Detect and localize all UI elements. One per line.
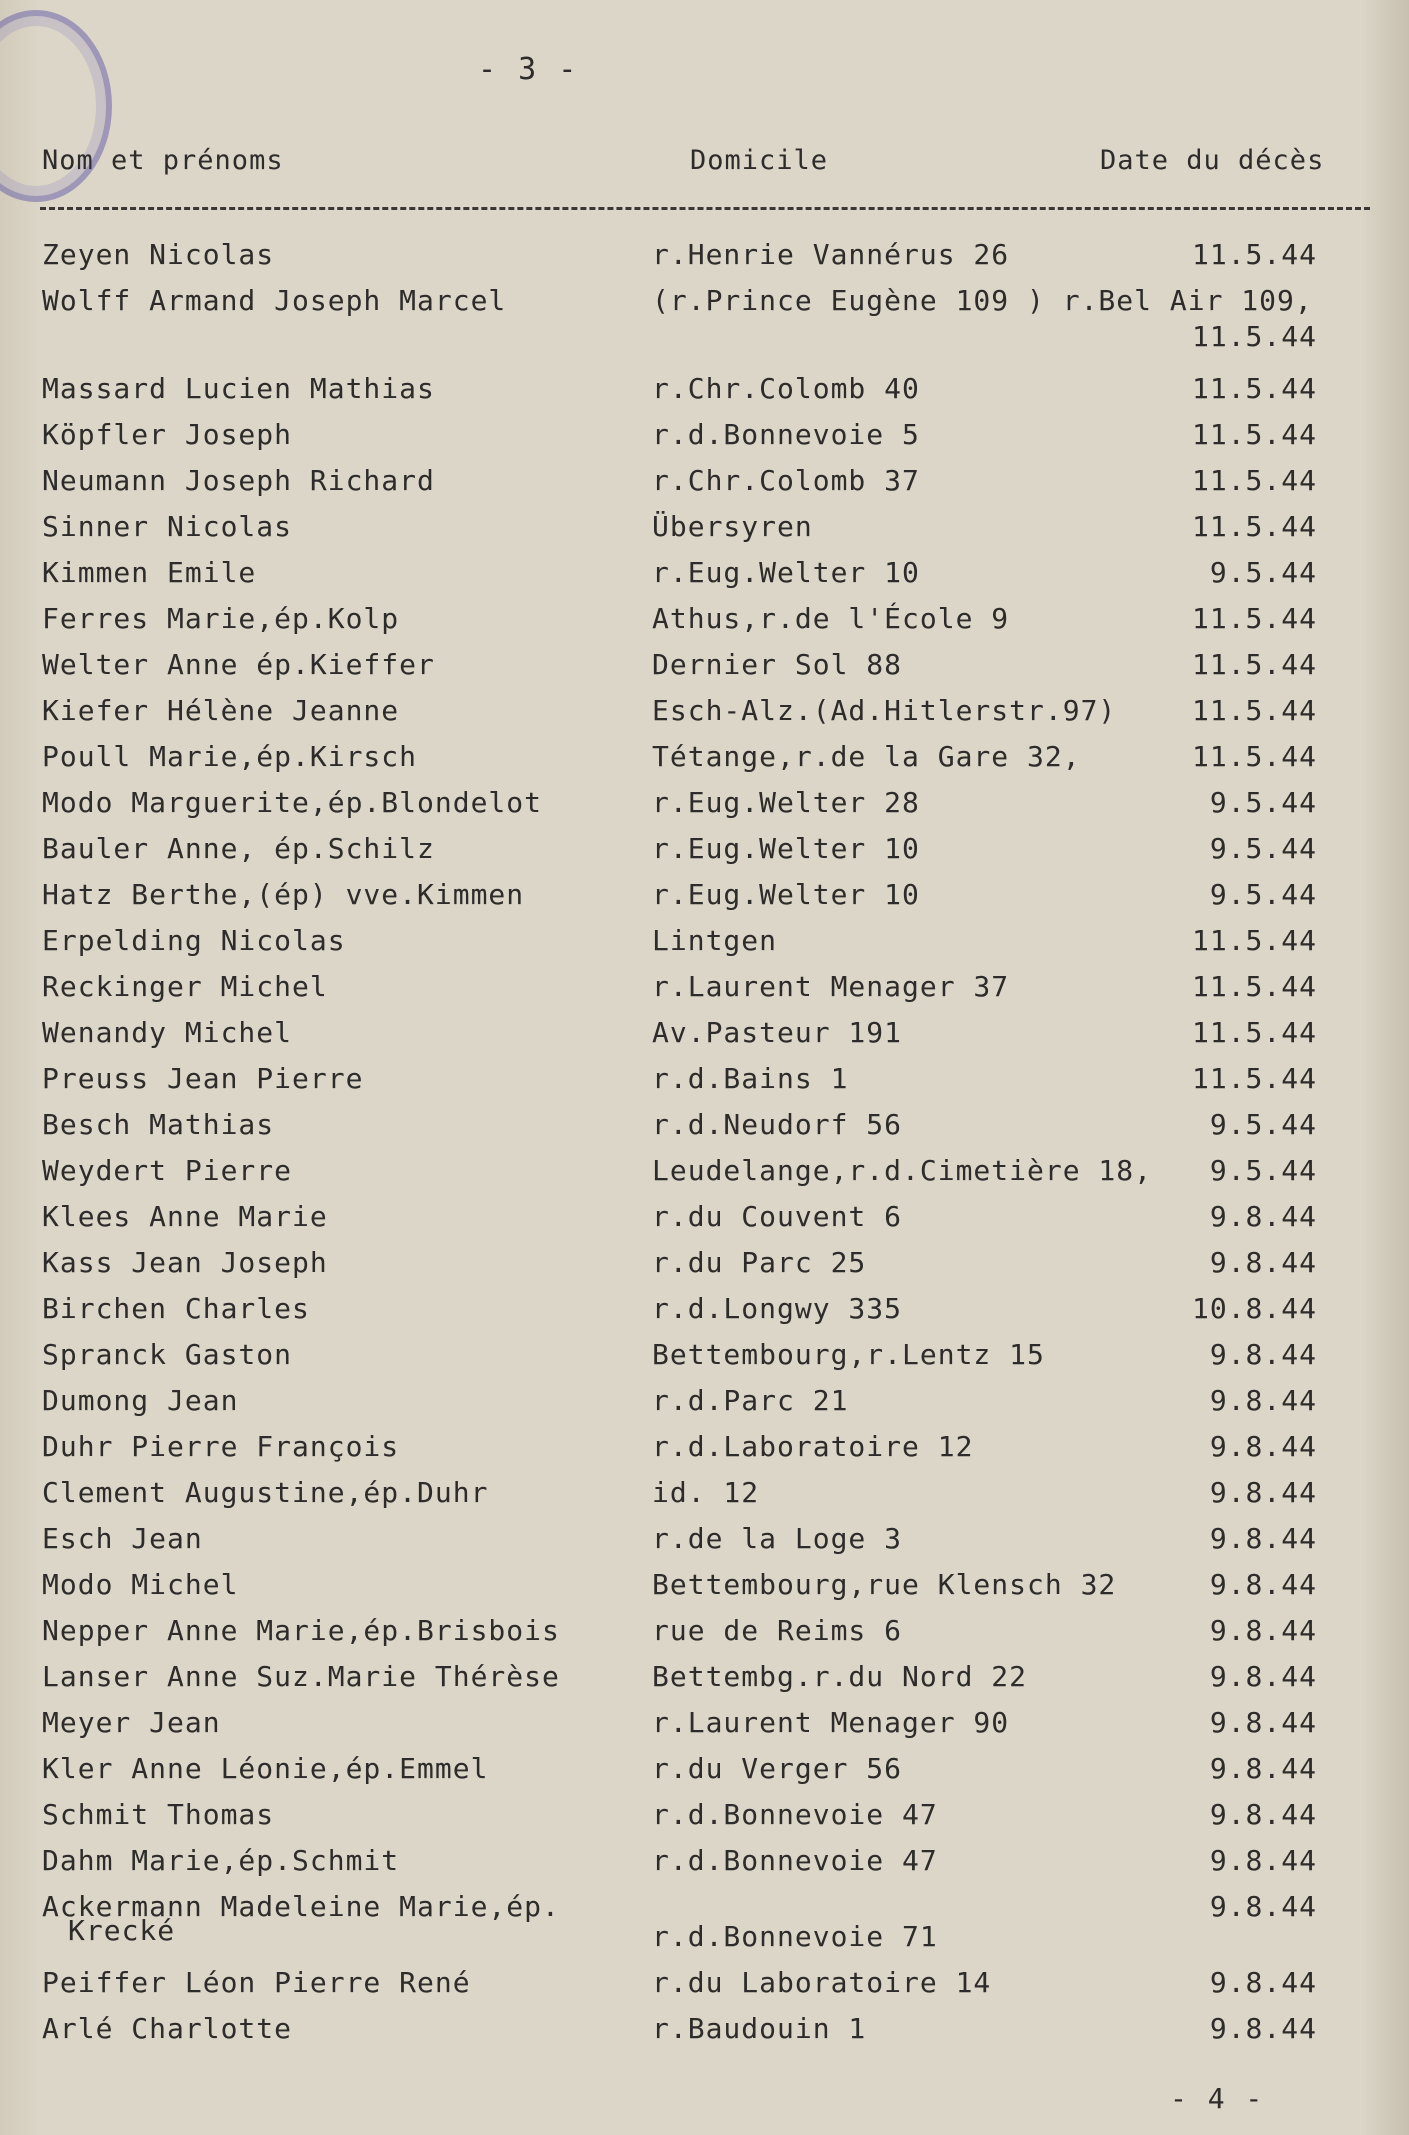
row-date: 9.8.44 — [1209, 1966, 1317, 1999]
row-domicile: r.de la Loge 3 — [652, 1522, 903, 1555]
row-name: Duhr Pierre François — [42, 1430, 400, 1463]
row-domicile: r.Baudouin 1 — [652, 2012, 867, 2045]
row-date: 9.8.44 — [1209, 1200, 1317, 1233]
row-domicile: r.d.Longwy 335 — [652, 1292, 903, 1325]
row-domicile: Av.Pasteur 191 — [652, 1016, 903, 1049]
row-name: Modo Michel — [42, 1568, 239, 1601]
row-domicile: r.du Couvent 6 — [652, 1200, 903, 1233]
row-name: Zeyen Nicolas — [42, 238, 275, 271]
row-date: 11.5.44 — [1191, 740, 1317, 773]
row-domicile: Bettembourg,rue Klensch 32 — [652, 1568, 1117, 1601]
row-domicile: r.d.Parc 21 — [652, 1384, 849, 1417]
row-date: 11.5.44 — [1191, 418, 1317, 451]
row-date: 9.8.44 — [1209, 1798, 1317, 1831]
row-name: Preuss Jean Pierre — [42, 1062, 364, 1095]
row-date: 9.8.44 — [1209, 1338, 1317, 1371]
row-date: 9.8.44 — [1209, 1660, 1317, 1693]
row-name: Birchen Charles — [42, 1292, 310, 1325]
row-domicile: r.du Laboratoire 14 — [652, 1966, 992, 1999]
row-date: 11.5.44 — [1191, 372, 1317, 405]
row-domicile: Bettembourg,r.Lentz 15 — [652, 1338, 1045, 1371]
row-date: 11.5.44 — [1191, 320, 1317, 353]
row-date: 9.8.44 — [1209, 1476, 1317, 1509]
next-page-marker: - 4 - — [1170, 2082, 1265, 2115]
row-name: Kass Jean Joseph — [42, 1246, 328, 1279]
row-domicile: Bettembg.r.du Nord 22 — [652, 1660, 1028, 1693]
row-date: 9.5.44 — [1209, 1154, 1317, 1187]
row-name: Kimmen Emile — [42, 556, 257, 589]
row-date: 11.5.44 — [1191, 1062, 1317, 1095]
row-domicile: r.Eug.Welter 10 — [652, 832, 920, 865]
row-date: 11.5.44 — [1191, 1016, 1317, 1049]
column-header-domicile: Domicile — [690, 145, 829, 176]
row-domicile: r.Henrie Vannérus 26 — [652, 238, 1010, 271]
row-date: 9.8.44 — [1209, 1844, 1317, 1877]
row-name: Besch Mathias — [42, 1108, 275, 1141]
row-date: 9.8.44 — [1209, 1568, 1317, 1601]
row-domicile: r.d.Neudorf 56 — [652, 1108, 903, 1141]
header-rule — [40, 207, 1370, 210]
row-name: Lanser Anne Suz.Marie Thérèse — [42, 1660, 560, 1693]
row-date: 11.5.44 — [1191, 970, 1317, 1003]
row-domicile: r.Laurent Menager 90 — [652, 1706, 1010, 1739]
row-date: 11.5.44 — [1191, 648, 1317, 681]
row-name: Spranck Gaston — [42, 1338, 293, 1371]
row-date: 11.5.44 — [1191, 238, 1317, 271]
row-name: Köpfler Joseph — [42, 418, 293, 451]
row-name: Arlé Charlotte — [42, 2012, 293, 2045]
row-name: Wolff Armand Joseph Marcel — [42, 284, 507, 317]
row-date: 11.5.44 — [1191, 510, 1317, 543]
row-domicile: Dernier Sol 88 — [652, 648, 903, 681]
row-name: Neumann Joseph Richard — [42, 464, 435, 497]
row-date: 9.8.44 — [1209, 1522, 1317, 1555]
row-date: 9.8.44 — [1209, 1430, 1317, 1463]
row-name: Hatz Berthe,(ép) vve.Kimmen — [42, 878, 525, 911]
row-name: Bauler Anne, ép.Schilz — [42, 832, 435, 865]
row-name: Kler Anne Léonie,ép.Emmel — [42, 1752, 489, 1785]
row-date: 9.8.44 — [1209, 1706, 1317, 1739]
row-domicile: Tétange,r.de la Gare 32, — [652, 740, 1081, 773]
row-domicile: r.Eug.Welter 10 — [652, 556, 920, 589]
row-date: 9.8.44 — [1209, 1752, 1317, 1785]
row-name: Sinner Nicolas — [42, 510, 293, 543]
row-name: Clement Augustine,ép.Duhr — [42, 1476, 489, 1509]
row-domicile: r.d.Bonnevoie 5 — [652, 418, 920, 451]
row-date: 9.5.44 — [1209, 556, 1317, 589]
row-domicile: Esch-Alz.(Ad.Hitlerstr.97) — [652, 694, 1117, 727]
page-number: - 3 - — [478, 52, 579, 87]
row-date: 9.8.44 — [1209, 1890, 1317, 1923]
row-name: Dumong Jean — [42, 1384, 239, 1417]
row-name: Ackermann Madeleine Marie,ép. — [42, 1890, 560, 1923]
row-date: 11.5.44 — [1191, 602, 1317, 635]
row-name: Nepper Anne Marie,ép.Brisbois — [42, 1614, 560, 1647]
row-date: 10.8.44 — [1191, 1292, 1317, 1325]
row-domicile: Athus,r.de l'École 9 — [652, 602, 1010, 635]
row-domicile: Lintgen — [652, 924, 778, 957]
row-domicile: r.du Parc 25 — [652, 1246, 867, 1279]
row-name: Reckinger Michel — [42, 970, 328, 1003]
row-name: Klees Anne Marie — [42, 1200, 328, 1233]
row-date: 9.5.44 — [1209, 786, 1317, 819]
row-date: 11.5.44 — [1191, 694, 1317, 727]
row-date: 11.5.44 — [1191, 464, 1317, 497]
column-header-date: Date du décès — [1100, 145, 1325, 176]
row-domicile: r.Eug.Welter 28 — [652, 786, 920, 819]
row-date: 9.5.44 — [1209, 1108, 1317, 1141]
row-name: Weydert Pierre — [42, 1154, 293, 1187]
row-date: 9.8.44 — [1209, 2012, 1317, 2045]
row-domicile: rue de Reims 6 — [652, 1614, 903, 1647]
row-domicile: r.d.Bonnevoie 47 — [652, 1798, 938, 1831]
row-date: 9.8.44 — [1209, 1384, 1317, 1417]
column-header-name: Nom et prénoms — [42, 145, 284, 176]
row-domicile: Leudelange,r.d.Cimetière 18, — [652, 1154, 1153, 1187]
row-name: Erpelding Nicolas — [42, 924, 346, 957]
row-domicile: r.d.Bains 1 — [652, 1062, 849, 1095]
row-name: Esch Jean — [42, 1522, 203, 1555]
row-name: Peiffer Léon Pierre René — [42, 1966, 471, 1999]
row-name: Ferres Marie,ép.Kolp — [42, 602, 400, 635]
row-domicile: r.Eug.Welter 10 — [652, 878, 920, 911]
row-name: Kiefer Hélène Jeanne — [42, 694, 400, 727]
row-name: Poull Marie,ép.Kirsch — [42, 740, 418, 773]
row-domicile: r.Chr.Colomb 37 — [652, 464, 920, 497]
row-name: Dahm Marie,ép.Schmit — [42, 1844, 400, 1877]
row-domicile: r.d.Bonnevoie 47 — [652, 1844, 938, 1877]
row-name: Modo Marguerite,ép.Blondelot — [42, 786, 543, 819]
row-name: Welter Anne ép.Kieffer — [42, 648, 435, 681]
row-domicile: r.d.Bonnevoie 71 — [652, 1920, 938, 1953]
row-domicile: (r.Prince Eugène 109 ) r.Bel Air 109, — [652, 284, 1313, 317]
row-domicile: id. 12 — [652, 1476, 760, 1509]
row-domicile: r.d.Laboratoire 12 — [652, 1430, 974, 1463]
row-date: 9.8.44 — [1209, 1246, 1317, 1279]
row-date: 9.8.44 — [1209, 1614, 1317, 1647]
row-domicile: r.Chr.Colomb 40 — [652, 372, 920, 405]
row-name: Schmit Thomas — [42, 1798, 275, 1831]
row-name: Meyer Jean — [42, 1706, 221, 1739]
row-name-continued: Krecké — [68, 1914, 176, 1947]
row-domicile: Übersyren — [652, 510, 813, 543]
row-domicile: r.Laurent Menager 37 — [652, 970, 1010, 1003]
row-domicile: r.du Verger 56 — [652, 1752, 903, 1785]
row-name: Massard Lucien Mathias — [42, 372, 435, 405]
row-date: 11.5.44 — [1191, 924, 1317, 957]
row-name: Wenandy Michel — [42, 1016, 293, 1049]
row-date: 9.5.44 — [1209, 832, 1317, 865]
row-date: 9.5.44 — [1209, 878, 1317, 911]
